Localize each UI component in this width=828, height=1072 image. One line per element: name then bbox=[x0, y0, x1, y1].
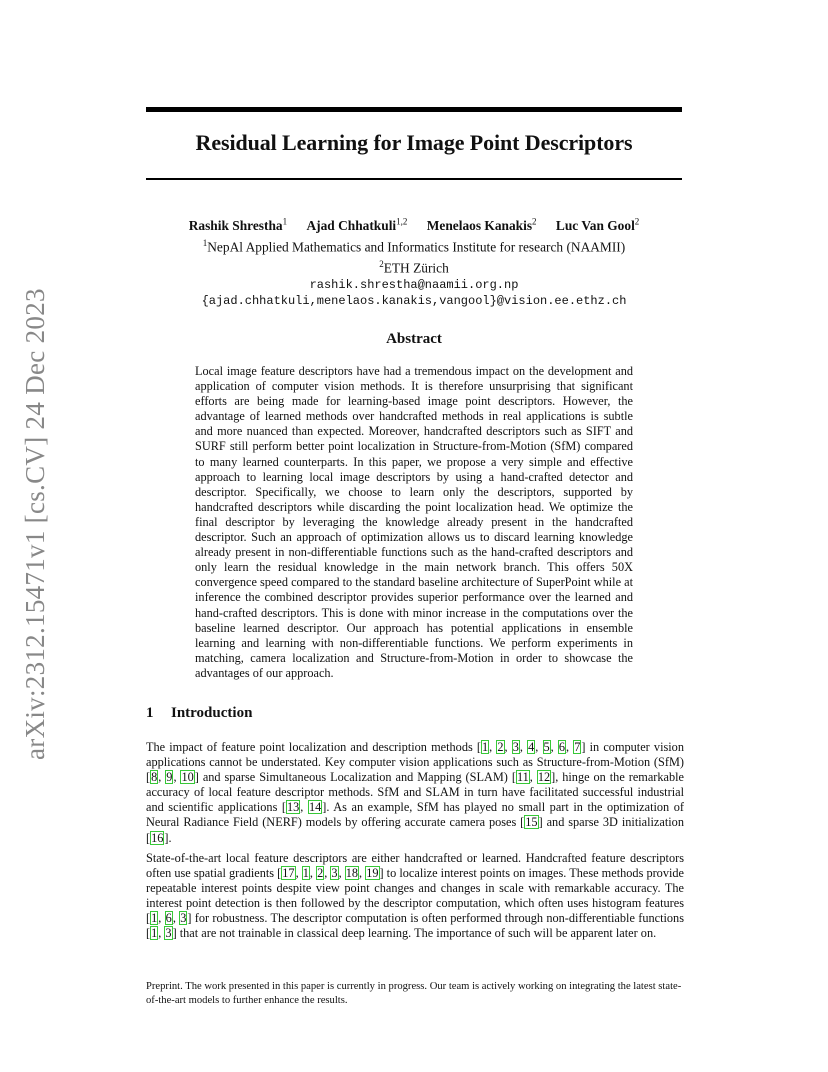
title-rule-top bbox=[146, 107, 682, 112]
author-4: Luc Van Gool$^2$ bbox=[555, 217, 640, 234]
affiliation-1: $^1$NepAl Applied Mathematics and Informatics Institute for research (NAAMII) bbox=[202, 237, 626, 255]
citation-link[interactable]: 16 bbox=[151, 830, 164, 845]
citation-link[interactable]: 11 bbox=[516, 770, 529, 785]
citation-link[interactable]: 6 bbox=[165, 911, 172, 926]
arxiv-identifier: arXiv:2312.15471v1 [cs.CV] 24 Dec 2023 bbox=[20, 288, 50, 760]
abstract-heading: Abstract bbox=[386, 331, 442, 347]
intro-paragraph-1: The impact of feature point localization and description methods [1, 2, 3, 4, 5, 6, 7] in computer vision applications cannot be understated. Key computer vision applications such as Structure-from-Motion (SfM) [8, 9, 10] and sparse Simultaneous Localization and Mapping (SLAM) [11, 12], hinge on the remarkable accuracy of local feature descriptor methods. SfM and SLAM in turn have facilitated successful industrial and scientific applications [13, 14]. As an example, SfM has played no small part in the optimization of Neural Radiance Field (NERF) models by offering accurate camera poses [15] and sparse 3D initialization [16]. bbox=[146, 740, 685, 845]
email-2: {ajad.chhatkuli,menelaos.kanakis,vangool}@vision.ee.ethz.ch bbox=[201, 294, 627, 309]
citation-link[interactable]: 6 bbox=[558, 740, 566, 754]
citation-link[interactable]: 14 bbox=[308, 800, 322, 815]
author-names bbox=[146, 214, 682, 235]
citation-link[interactable]: 1 bbox=[482, 740, 489, 754]
citation-link[interactable]: 3 bbox=[165, 926, 172, 941]
citation-link[interactable]: 9 bbox=[166, 770, 173, 785]
section-heading-introduction: 1 Introduction bbox=[146, 705, 253, 721]
intro-paragraph-2: State-of-the-art local feature descriptors are either handcrafted or learned. Handcrafted feature descriptors often use spatial gradients [17, 1, 2, 3, 18, 19] to localize interest points on images. These methods provide repeatable interest points despite view point changes and changes in scale with remarkable accuracy. The interest point detection is then followed by the descriptor computation, which often uses histogram features [1, 6, 3] for robustness. The descriptor computation is often performed through non-differentiable functions [1, 3] that are not trainable in classical deep learning. The importance of such will be apparent later on. bbox=[146, 851, 685, 941]
citation-link[interactable]: 3 bbox=[331, 866, 338, 881]
citation-link[interactable]: 1 bbox=[151, 911, 158, 926]
citation-link[interactable]: 2 bbox=[497, 740, 504, 754]
citation-link[interactable]: 8 bbox=[151, 770, 158, 785]
author-2: Ajad Chhatkuli$^{1,2}$ bbox=[306, 217, 408, 234]
citation-link[interactable]: 19 bbox=[366, 866, 379, 881]
citation-link[interactable]: 4 bbox=[528, 740, 535, 754]
citation-link[interactable]: 18 bbox=[345, 866, 359, 881]
paper-title: Residual Learning for Image Point Descriptors bbox=[195, 130, 633, 155]
citation-link[interactable]: 7 bbox=[574, 740, 581, 754]
abstract-text: Local image feature descriptors have had a tremendous impact on the development and application of computer vision methods. It is therefore unsurprising that significant efforts are being made for learning-based image point descriptors. However, the advantage of learned methods over handcrafted methods in real applications is subtle and more nuanced than expected. Moreover, handcrafted descriptors such as SIFT and SURF still perform better point localization in Structure-from-Motion (SfM) compared to many learned counterparts. In this paper, we propose a very simple and effective approach to learning local image descriptors by using a hand-crafted detector and descriptor. Specifically, we choose to learn only the descriptors, supported by handcrafted descriptors while discarding the point localization head. We optimize the final descriptor by leveraging the knowledge already present in the handcrafted descriptor. Such an approach of optimization allows us to discard learning knowledge already present in non-differentiable functions such as the hand-crafted descriptors and only learn the residual knowledge in the main network branch. This offers 50X convergence speed compared to the standard baseline architecture of SuperPoint while at inference the combined descriptor provides superior performance over the learned and hand-crafted descriptors. This is done with minor increase in the computations over the baseline learned descriptor. Our approach has potential applications in ensemble learning and learning with non-differentiable functions. We perform experiments in matching, camera localization and Structure-from-Motion in order to showcase the advantages of our approach. bbox=[195, 364, 633, 680]
citation-link[interactable]: 1 bbox=[302, 866, 309, 881]
citation-link[interactable]: 3 bbox=[512, 740, 519, 754]
citation-link[interactable]: 10 bbox=[181, 770, 194, 785]
author-block bbox=[146, 214, 682, 310]
citation-link[interactable]: 3 bbox=[180, 911, 187, 926]
citation-link[interactable]: 12 bbox=[537, 770, 551, 785]
citation-link[interactable]: 15 bbox=[525, 815, 538, 830]
title-rule-bottom bbox=[146, 178, 682, 180]
author-3: Menelaos Kanakis$^2$ bbox=[426, 217, 537, 234]
affiliation-2: $^2$ETH Zürich bbox=[379, 258, 449, 276]
citation-link[interactable]: 13 bbox=[287, 800, 300, 815]
email-1: rashik.shrestha@naamii.org.np bbox=[309, 277, 519, 292]
preprint-footnote: Preprint. The work presented in this paper is currently in progress. Our team is actively working on integrating the latest state-of-the-art models to further enhance the results. bbox=[146, 981, 682, 1006]
citation-link[interactable]: 2 bbox=[317, 866, 324, 881]
author-1: Rashik Shrestha$^1$ bbox=[188, 217, 288, 234]
citation-link[interactable]: 17 bbox=[282, 866, 295, 881]
citation-link[interactable]: 5 bbox=[543, 740, 550, 754]
citation-link[interactable]: 1 bbox=[151, 926, 158, 941]
